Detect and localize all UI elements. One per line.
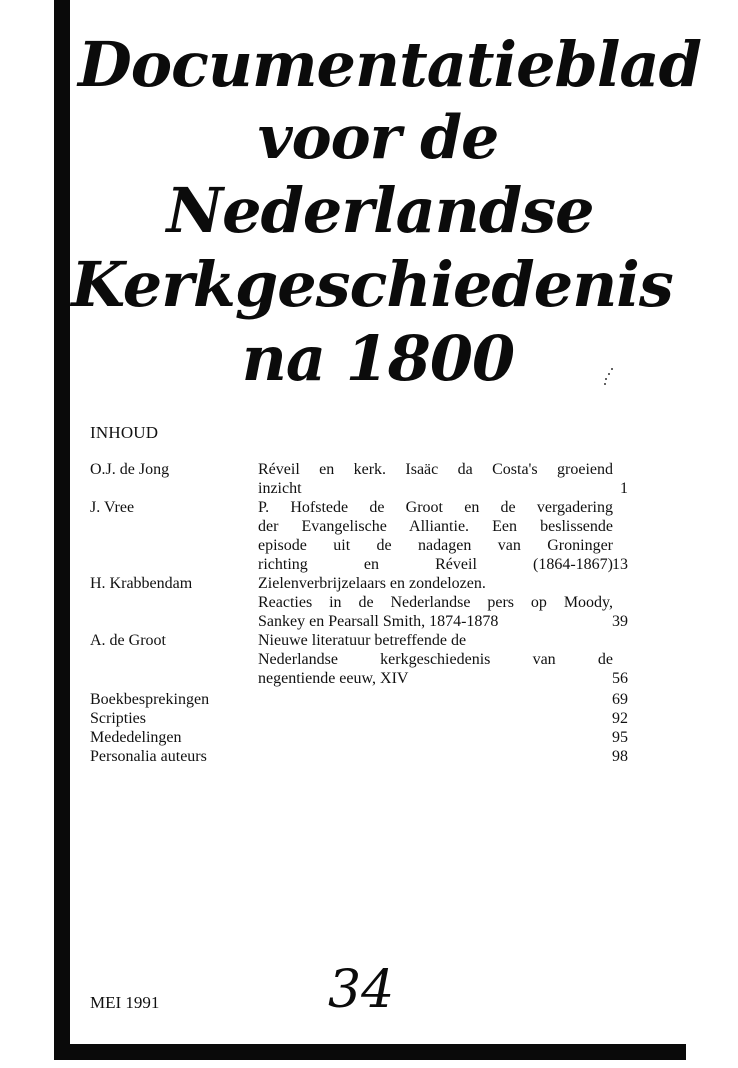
section-row xyxy=(90,747,638,766)
issue-number: 34 xyxy=(328,960,395,1020)
entry-page: 1 xyxy=(620,480,628,497)
contents-entry-2 xyxy=(90,498,640,574)
print-speck xyxy=(602,368,616,388)
section-page: 69 xyxy=(612,691,628,708)
entry-page: 13 xyxy=(612,556,628,573)
entry-title-line: richting en Réveil (1864-1867) xyxy=(258,556,613,573)
title-line-1: Documentatieblad xyxy=(78,28,701,101)
entry-title-line: Réveil en kerk. Isaäc da Costa's groeiend xyxy=(258,461,613,478)
entry-title xyxy=(258,460,613,498)
entry-author: H. Krabbendam xyxy=(90,575,193,592)
entry-title-line: inzicht xyxy=(258,480,302,497)
section-row xyxy=(90,709,638,728)
entry-author: A. de Groot xyxy=(90,632,166,649)
journal-title xyxy=(70,28,701,395)
title-line-4: Kerkgeschiedenis xyxy=(71,248,673,321)
section-page: 98 xyxy=(612,748,628,765)
entry-title-line: Zielenverbrijzelaars en zondelozen. xyxy=(258,575,486,592)
entry-title-line: Nieuwe literatuur betreffende de xyxy=(258,632,467,649)
title-line-5: na 1800 xyxy=(241,322,515,395)
section-label: Boekbesprekingen xyxy=(90,691,210,708)
entry-title-line: Reacties in de Nederlandse pers op Moody, xyxy=(258,594,613,611)
title-line-2: voor de xyxy=(257,103,499,173)
entry-title-line: Sankey en Pearsall Smith, 1874-1878 xyxy=(258,613,499,630)
bottom-border-bar xyxy=(54,1044,686,1060)
entry-page: 56 xyxy=(612,670,628,687)
issue-date: MEI 1991 xyxy=(90,993,160,1012)
section-label: Personalia auteurs xyxy=(90,748,207,765)
entry-title-line: der Evangelische Alliantie. Een beslissende xyxy=(258,518,613,535)
entry-author: O.J. de Jong xyxy=(90,461,170,478)
entry-title-line: Nederlandse kerkgeschiedenis van de xyxy=(258,651,613,668)
contents-heading: INHOUD xyxy=(90,423,159,442)
section-row xyxy=(90,690,638,709)
contents-entry-3 xyxy=(90,574,640,631)
contents-list xyxy=(90,460,640,688)
section-row xyxy=(90,728,638,747)
section-page: 92 xyxy=(612,710,628,727)
entry-page: 39 xyxy=(612,613,628,630)
entry-title-line: P. Hofstede de Groot en de vergadering xyxy=(258,499,613,516)
title-line-3: Nederlandse xyxy=(166,174,594,247)
contents-entry-4 xyxy=(90,631,640,688)
entry-title-line: negentiende eeuw, XIV xyxy=(258,670,409,687)
entry-title-line: episode uit de nadagen van Groninger xyxy=(258,537,613,554)
entry-title xyxy=(258,498,613,574)
section-label: Mededelingen xyxy=(90,729,182,746)
entry-title xyxy=(258,574,613,631)
section-label: Scripties xyxy=(90,710,146,727)
sections-list xyxy=(90,690,638,766)
section-page: 95 xyxy=(612,729,628,746)
entry-author: J. Vree xyxy=(90,499,135,516)
entry-title xyxy=(258,631,613,688)
contents-entry-1 xyxy=(90,460,640,498)
